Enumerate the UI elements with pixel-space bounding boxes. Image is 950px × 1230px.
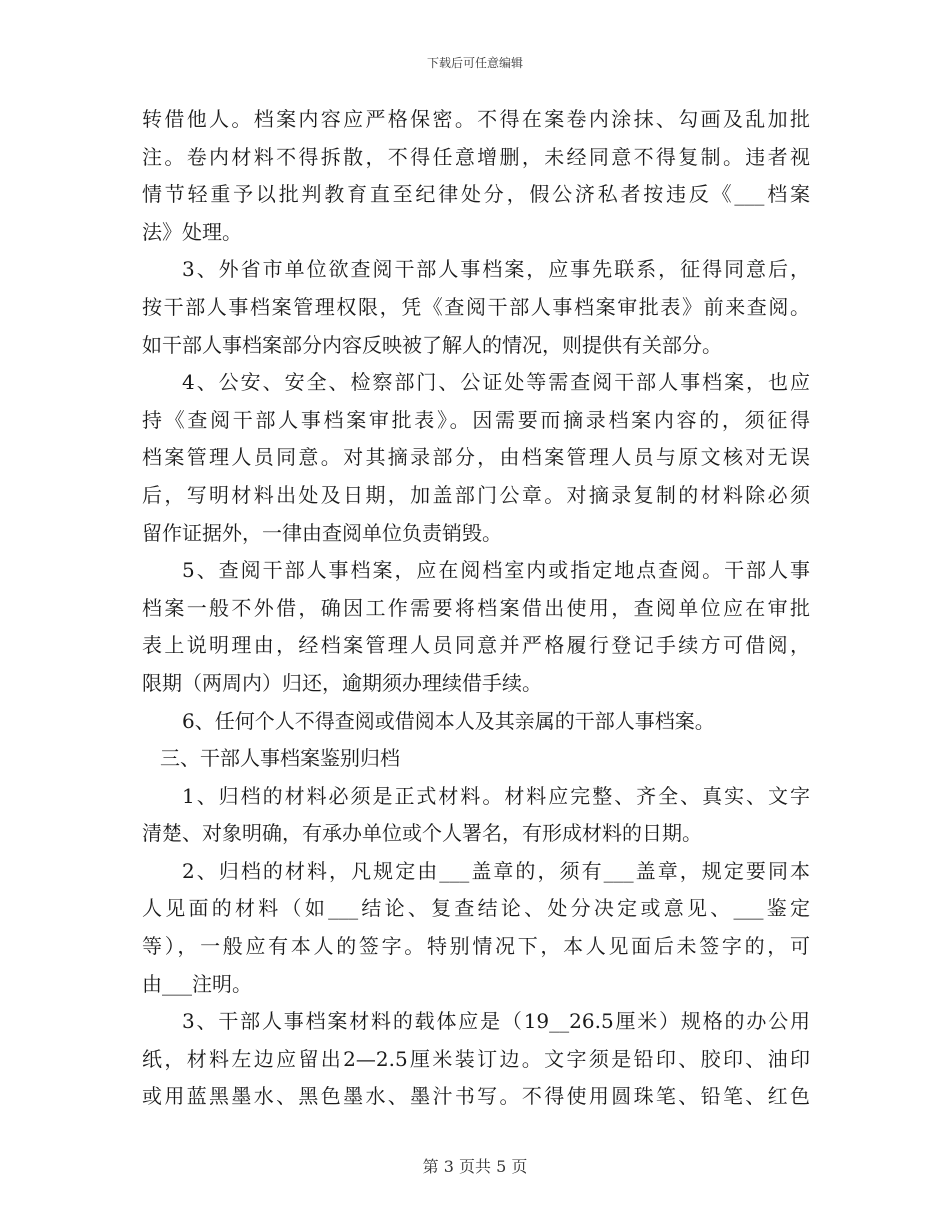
text-line: 如干部人事档案部分内容反映被了解人的情况，则提供有关部分。	[142, 332, 722, 357]
text-line: 由___注明。	[142, 971, 252, 996]
text-line: 法》处理。	[142, 219, 242, 244]
text-line: 留作证据外，一律由查阅单位负责销毁。	[142, 520, 502, 545]
text-line: 5、查阅干部人事档案，应在阅档室内或指定地点查阅。干部人事	[182, 558, 810, 583]
text-line: 情节轻重予以批判教育直至纪律处分，假公济私者按违反《___档案	[142, 182, 810, 207]
section-heading: 三、干部人事档案鉴别归档	[160, 746, 400, 771]
text-line: 1、归档的材料必须是正式材料。材料应完整、齐全、真实、文字	[182, 783, 810, 808]
text-line: 档案管理人员同意。对其摘录部分，由档案管理人员与原文核对无误	[142, 445, 810, 470]
page-header: 下载后可任意编辑	[426, 56, 523, 70]
text-line: 清楚、对象明确，有承办单位或个人署名，有形成材料的日期。	[142, 821, 702, 846]
text-line: 注。卷内材料不得拆散，不得任意增删，未经同意不得复制。违者视	[142, 144, 810, 169]
text-line: 4、公安、安全、检察部门、公证处等需查阅干部人事档案，也应	[182, 370, 810, 395]
text-line: 转借他人。档案内容应严格保密。不得在案卷内涂抹、勾画及乱加批	[142, 107, 810, 131]
page-footer: 第 3 页共 5 页	[422, 1157, 528, 1176]
text-line: 3、外省市单位欲查阅干部人事档案，应事先联系，征得同意后，	[182, 257, 810, 282]
text-line: 人见面的材料（如___结论、复查结论、处分决定或意见、___鉴定	[142, 896, 810, 921]
text-line: 限期（两周内）归还，逾期须办理续借手续。	[142, 670, 542, 695]
text-line: 2、归档的材料，凡规定由___盖章的，须有___盖章，规定要同本	[182, 858, 810, 883]
text-line: 3、干部人事档案材料的载体应是（19__26.5厘米）规格的办公用	[182, 1009, 810, 1034]
text-line: 6、任何个人不得查阅或借阅本人及其亲属的干部人事档案。	[182, 708, 715, 733]
text-line: 后，写明材料出处及日期，加盖部门公章。对摘录复制的材料除必须	[142, 482, 810, 507]
text-line: 或用蓝黑墨水、黑色墨水、墨汁书写。不得使用圆珠笔、铅笔、红色	[142, 1084, 810, 1109]
text-line: 纸，材料左边应留出2—2.5厘米装订边。文字须是铅印、胶印、油印	[142, 1046, 810, 1071]
document-body	[142, 101, 810, 1116]
text-line: 持《查阅干部人事档案审批表》。因需要而摘录档案内容的，须征得	[142, 407, 810, 432]
text-line: 档案一般不外借，确因工作需要将档案借出使用，查阅单位应在审批	[142, 595, 810, 620]
text-line: 表上说明理由，经档案管理人员同意并严格履行登记手续方可借阅，	[142, 633, 810, 658]
text-line: 等），一般应有本人的签字。特别情况下，本人见面后未签字的，可	[142, 934, 810, 959]
text-line: 按干部人事档案管理权限，凭《查阅干部人事档案审批表》前来查阅。	[142, 294, 810, 319]
